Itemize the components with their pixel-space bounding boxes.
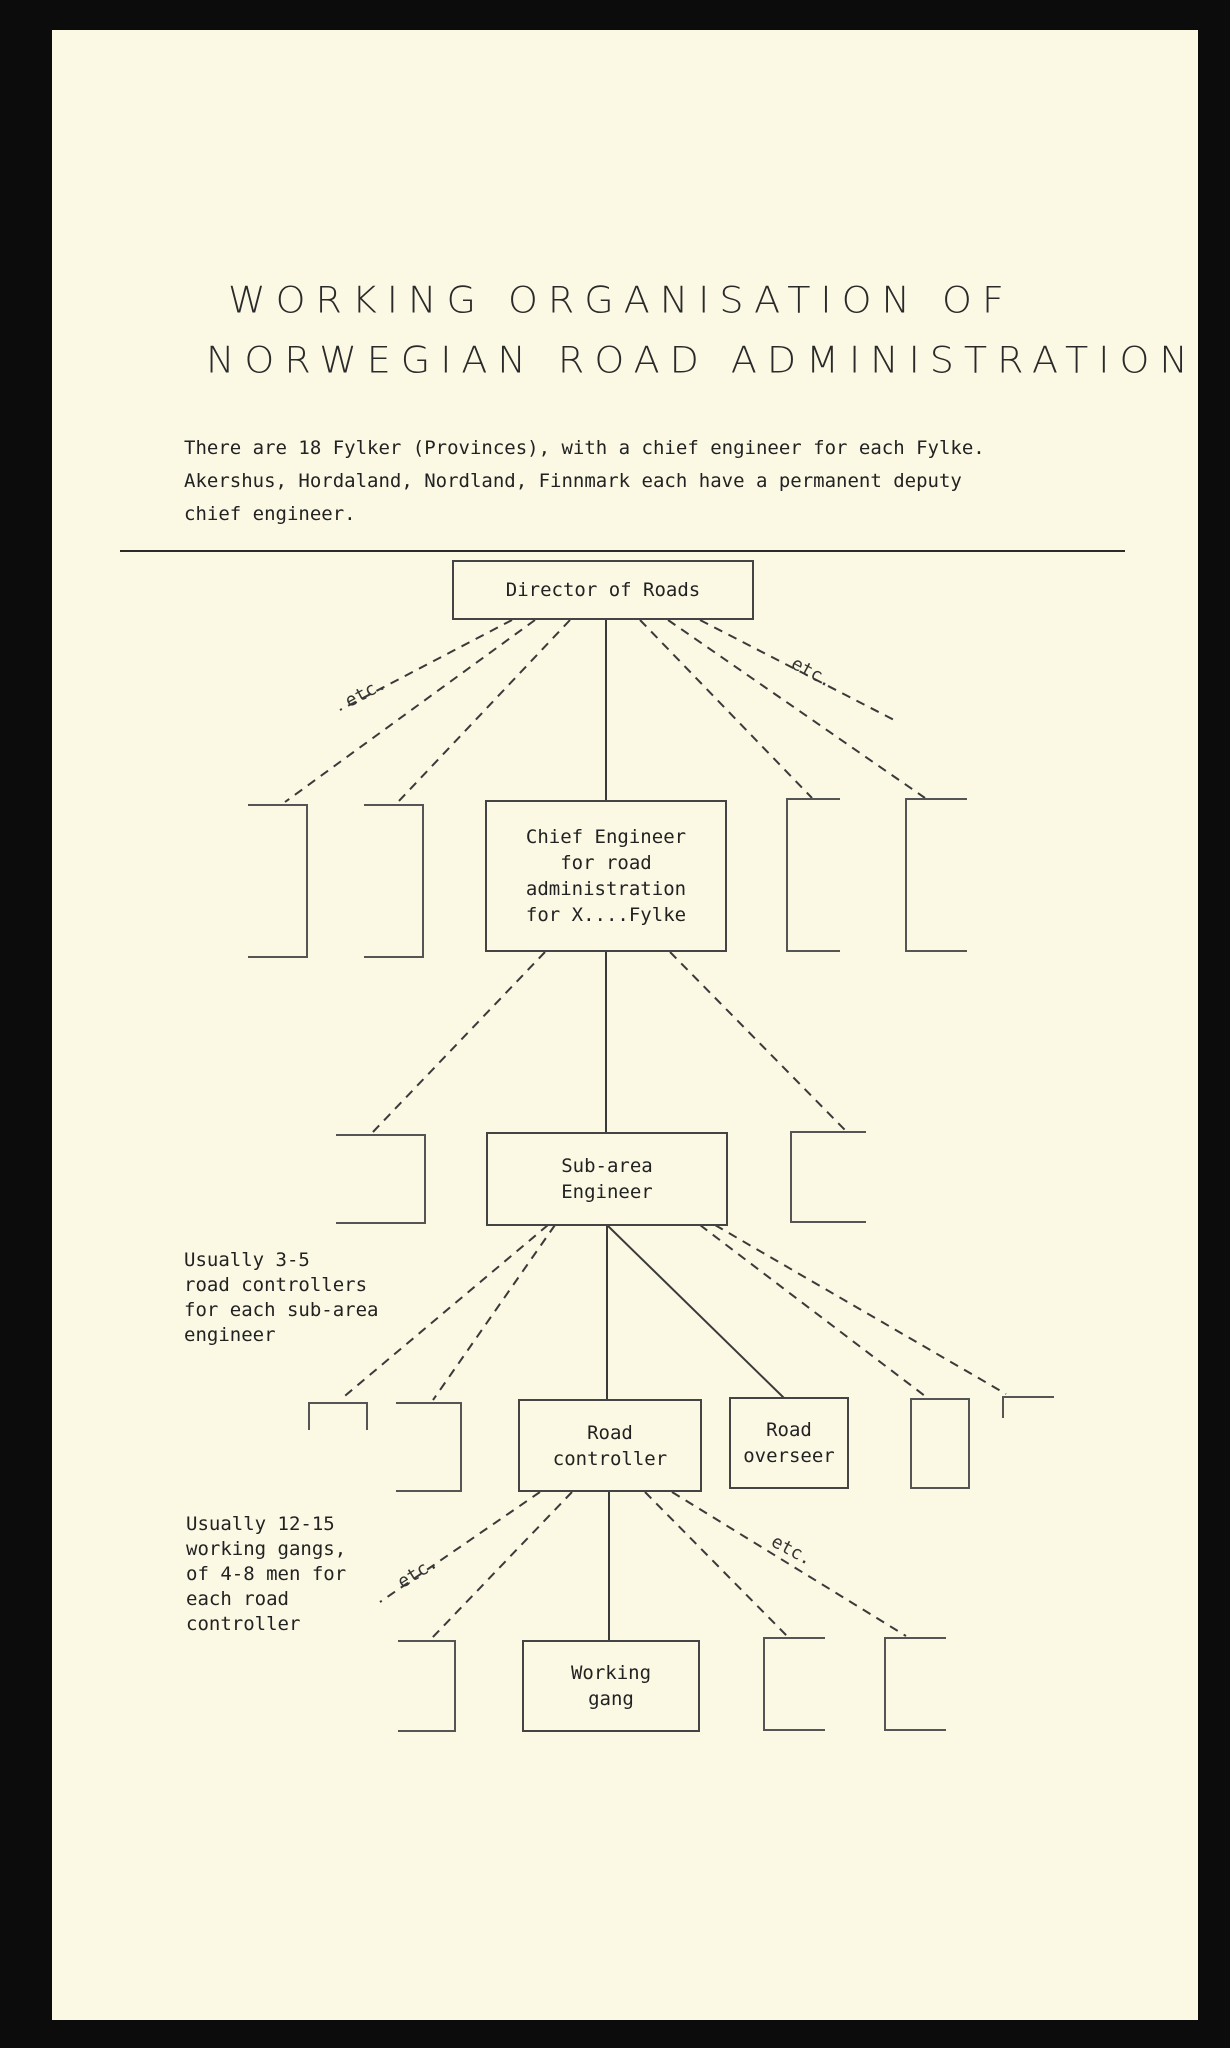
- subarea-bracket-right: [790, 1131, 866, 1223]
- sub-area-engineer-box: Sub-area Engineer: [486, 1132, 728, 1226]
- working-gang-box: Working gang: [522, 1640, 700, 1732]
- dashed-subarea-4: [715, 1225, 1006, 1394]
- dashed-controller-1: [432, 1492, 572, 1638]
- title-line-2: NORWEGIAN ROAD ADMINISTRATION: [206, 339, 1198, 381]
- chief-engineer-box: Chief Engineer for road administration for X....Fylke: [485, 800, 727, 952]
- fylke-bracket-3: [786, 798, 840, 952]
- road-controller-box: Road controller: [518, 1399, 702, 1492]
- dashed-subarea-3: [700, 1225, 925, 1396]
- director-of-roads-box: Director of Roads: [452, 560, 754, 620]
- dashed-controller-3: [672, 1492, 906, 1636]
- note-road-controllers: Usually 3-5 road controllers for each sub-area engineer: [184, 1249, 379, 1346]
- subarea-bracket-left: [336, 1134, 426, 1224]
- note-working-gangs: Usually 12-15 working gangs, of 4-8 men for each road controller: [186, 1513, 347, 1635]
- dashed-director-1: [285, 620, 535, 802]
- dashed-subarea-2: [433, 1225, 555, 1400]
- etc-label-controller-right: etc.: [767, 1531, 816, 1570]
- intro-line-1: There are 18 Fylker (Provinces), with a chief engineer for each Fylke.: [184, 437, 985, 459]
- fylke-bracket-2: [364, 804, 424, 958]
- gang-bracket-1: [398, 1640, 456, 1732]
- intro-line-3: chief engineer.: [184, 503, 356, 525]
- fylke-bracket-1: [248, 804, 308, 958]
- controller-bracket-1: [308, 1402, 368, 1430]
- etc-label-director-right: etc.: [787, 653, 836, 692]
- road-overseer-box: Road overseer: [729, 1397, 849, 1489]
- etc-label-controller-left: etc.: [393, 1552, 442, 1593]
- intro-line-2: Akershus, Hordaland, Nordland, Finnmark each have a permanent deputy: [184, 470, 962, 492]
- title-line-1: WORKING ORGANISATION OF: [228, 279, 1014, 321]
- controller-bracket-2: [396, 1402, 462, 1492]
- etc-label-director-left: etc.: [341, 673, 390, 712]
- gang-bracket-3: [884, 1637, 946, 1731]
- dashed-chief-left: [372, 952, 545, 1133]
- dashed-director-3: [640, 620, 812, 798]
- dashed-director-2: [398, 620, 570, 802]
- controller-bracket-3: [910, 1398, 970, 1489]
- dashed-controller-2: [645, 1492, 787, 1636]
- dashed-director-4: [668, 620, 925, 798]
- gang-bracket-2: [763, 1637, 825, 1731]
- dashed-chief-right: [670, 952, 845, 1130]
- line-subarea-overseer: [607, 1225, 784, 1398]
- fylke-bracket-4: [905, 798, 967, 952]
- controller-bracket-4: [1002, 1396, 1054, 1418]
